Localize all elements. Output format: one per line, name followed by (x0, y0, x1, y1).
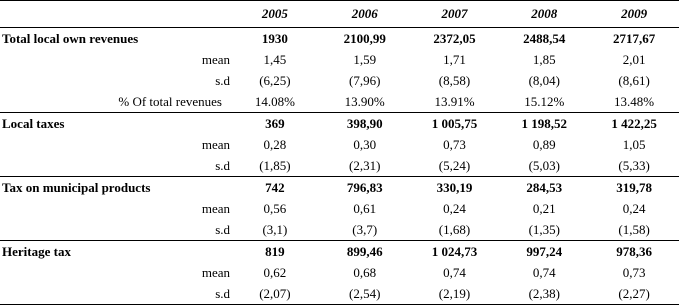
total-cell: 369 (230, 113, 320, 135)
stat-label: s.d (215, 73, 230, 88)
total-cell: 796,83 (320, 177, 410, 199)
total-cell: 819 (230, 241, 320, 263)
stat-cell: (2,54) (320, 283, 410, 305)
stat-cell: 15.12% (524, 94, 565, 109)
stat-cell: (1,58) (618, 222, 650, 237)
year-header: 2007 (410, 1, 500, 28)
stat-cell: 0,21 (532, 201, 556, 216)
stat-cell: 13.90% (344, 94, 385, 109)
section-title: Local taxes (0, 113, 230, 135)
year-header: 2005 (230, 1, 320, 28)
stat-cell: 0,24 (622, 201, 646, 216)
total-cell: 2100,99 (343, 31, 386, 46)
header-blank-cell (0, 1, 230, 28)
stat-label: mean (201, 52, 230, 67)
total-cell: 1 198,52 (499, 113, 589, 135)
stat-row (0, 198, 679, 219)
stat-cell: 0,89 (532, 137, 556, 152)
stat-cell: 0,68 (353, 265, 377, 280)
stat-label: s.d (215, 158, 230, 173)
stat-cell: 0,74 (443, 265, 466, 280)
total-cell: 2488,54 (523, 31, 566, 46)
stat-cell: (1,85) (259, 158, 291, 173)
total-cell: 1930 (261, 31, 288, 46)
stat-label: mean (201, 265, 230, 280)
stat-cell: 13.48% (614, 94, 655, 109)
stat-cell: (1,35) (528, 222, 560, 237)
stat-label: mean (201, 201, 230, 216)
stat-label: s.d (0, 283, 230, 305)
stat-cell: 0,73 (622, 265, 646, 280)
stat-cell: 1,59 (353, 52, 377, 67)
stat-row (0, 283, 679, 305)
stat-cell: 1,05 (622, 137, 646, 152)
stat-cell: 1,71 (443, 52, 466, 67)
stat-label: s.d (215, 222, 230, 237)
stat-cell: 2,01 (622, 52, 646, 67)
total-cell: 1 005,75 (410, 113, 500, 135)
stat-cell: (6,25) (259, 73, 291, 88)
total-cell: 2717,67 (612, 31, 656, 46)
stat-cell: (2,38) (499, 283, 589, 305)
stat-cell: (5,24) (438, 158, 471, 173)
stat-cell: 0,61 (353, 201, 377, 216)
year-header: 2009 (589, 1, 679, 28)
stat-cell: 0,56 (263, 201, 287, 216)
section-title: Heritage tax (0, 241, 230, 263)
stat-cell: (2,31) (348, 158, 381, 173)
year-header: 2008 (499, 1, 589, 28)
stat-row (0, 70, 679, 91)
total-cell: 284,53 (499, 177, 589, 199)
total-cell: 997,24 (499, 241, 589, 263)
stat-cell: (8,04) (528, 73, 560, 88)
total-cell: 398,90 (320, 113, 410, 135)
stat-cell: 1,45 (263, 52, 287, 67)
stat-cell: (5,33) (618, 158, 650, 173)
stat-label: % Of total revenues (118, 94, 222, 109)
year-header: 2006 (320, 1, 410, 28)
section-total-row (0, 113, 679, 135)
stat-cell: (3,1) (262, 222, 288, 237)
total-cell: 899,46 (320, 241, 410, 263)
stat-cell: 0,24 (443, 201, 466, 216)
total-cell: 1 024,73 (410, 241, 500, 263)
total-cell: 319,78 (589, 177, 679, 199)
section-title: Total local own revenues (2, 31, 139, 46)
stat-cell: 0,30 (353, 137, 377, 152)
section-total-row (0, 28, 679, 50)
stat-cell: (1,68) (438, 222, 471, 237)
stat-cell: 0,74 (532, 265, 556, 280)
section-total-row (0, 241, 679, 263)
stat-label: mean (201, 137, 230, 152)
total-cell: 2372,05 (433, 31, 476, 46)
stat-cell: 1,85 (532, 52, 556, 67)
stat-cell: (2,27) (589, 283, 679, 305)
stat-cell: (2,19) (410, 283, 500, 305)
section-title: Tax on municipal products (0, 177, 230, 199)
stat-row (0, 91, 679, 113)
total-cell: 330,19 (410, 177, 500, 199)
stat-cell: (7,96) (348, 73, 381, 88)
stat-cell: (8,61) (618, 73, 650, 88)
stat-row (0, 219, 679, 241)
stat-row (0, 134, 679, 155)
header-row (0, 1, 679, 28)
total-cell: 1 422,25 (589, 113, 679, 135)
total-cell: 978,36 (589, 241, 679, 263)
stat-cell: 0,62 (263, 265, 287, 280)
stat-cell: 14.08% (254, 94, 295, 109)
stat-row (0, 49, 679, 70)
section-total-row (0, 177, 679, 199)
stat-cell: (8,58) (438, 73, 471, 88)
stat-cell: 0,73 (443, 137, 466, 152)
total-cell: 742 (230, 177, 320, 199)
stat-cell: (3,7) (352, 222, 378, 237)
stat-cell: 13.91% (434, 94, 475, 109)
stat-cell: (5,03) (528, 158, 560, 173)
stat-cell: (2,07) (230, 283, 320, 305)
stat-cell: 0,28 (263, 137, 287, 152)
stat-row (0, 155, 679, 177)
stat-row (0, 262, 679, 283)
